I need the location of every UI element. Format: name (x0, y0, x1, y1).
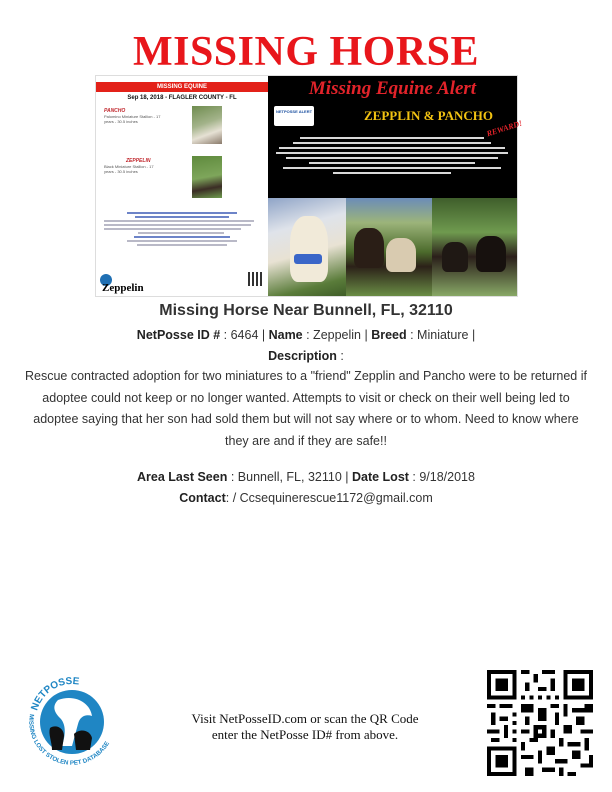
qr-code[interactable] (487, 670, 593, 776)
netposse-logo (22, 668, 122, 772)
flyer-horse1-photo (192, 106, 222, 144)
footer-instructions (160, 711, 450, 743)
logo-bottom-text: MISSING LOST STOLEN PET DATABASE (27, 713, 112, 767)
description-colon: : (336, 349, 344, 363)
date-label: Date Lost (351, 470, 409, 484)
alert-subtitle: ZEPPLIN & PANCHO (364, 108, 494, 123)
flyer-horse2-name: ZEPPELIN (126, 158, 151, 164)
description-text: Rescue contracted adoption for two miniatures to a "friend" Zepplin and Pancho were to be returned if adoptee could not keep or no longer wanted. Attempts to visit or check on their well being led to adoptee saying that her son had sold them but will not say where or to whom. Need to know where they are and if they are safe!! (25, 369, 587, 448)
flyer-image (95, 75, 524, 297)
contact-row (20, 488, 592, 509)
flyer-horse1-name: PANCHO (104, 108, 126, 114)
flyer-top-strip (96, 76, 268, 80)
flyer-date: Sep 18, 2018 - FLAGLER COUNTY - FL (127, 95, 237, 101)
flyer-horse2-desc: Black Miniature Stallion - 17 years - 30.5 inches (104, 164, 154, 174)
alert-panel (268, 76, 524, 198)
footer-line-2: enter the NetPosse ID# from above. (211, 727, 399, 742)
date-value: : 9/18/2018 (408, 470, 475, 484)
flyer-caption: Zeppelin (102, 282, 144, 294)
listing-id-row (20, 325, 592, 346)
description-heading (20, 346, 592, 367)
netposse-badge-label: NETPOSSE ALERT (275, 109, 313, 114)
netposse-alert-badge (274, 106, 314, 126)
contact-label: Contact (179, 491, 226, 505)
contact-value: : / Ccsequinerescue1172@gmail.com (225, 491, 433, 505)
name-label: Name (268, 328, 303, 342)
flyer-panel (96, 76, 268, 296)
description-label: Description (268, 349, 337, 363)
listing-title: Missing Horse Near Bunnell, FL, 32110 (159, 302, 453, 319)
breed-value: : Miniature | (406, 328, 476, 342)
flyer-header: MISSING EQUINE (96, 82, 268, 92)
id-label: NetPosse ID # (136, 328, 221, 342)
horse-photo-2 (346, 198, 432, 296)
horse-photo-3 (432, 198, 517, 296)
area-date-row (20, 467, 592, 488)
flyer-body-text (104, 210, 260, 248)
logo-top-text: NETPOSSE (29, 675, 80, 713)
alert-body-text (274, 134, 510, 177)
reward-label: REWARD! (485, 118, 524, 139)
horse-photo-1 (268, 198, 346, 296)
area-label: Area Last Seen (137, 470, 228, 484)
flyer-horse1-desc: Palomino Miniature Stallion - 17 years - 30.5 inches (104, 114, 161, 124)
breed-label: Breed (371, 328, 407, 342)
flyer-qr-code (248, 272, 262, 286)
flyer-horse2-photo (192, 156, 222, 198)
footer-line-1: Visit NetPosseID.com or scan the QR Code (191, 711, 419, 726)
page-heading: MISSING HORSE (132, 29, 480, 75)
alert-title: Missing Equine Alert (308, 78, 477, 99)
area-value: : Bunnell, FL, 32110 | (227, 470, 352, 484)
name-value: : Zeppelin | (302, 328, 372, 342)
id-value: : 6464 | (220, 328, 269, 342)
